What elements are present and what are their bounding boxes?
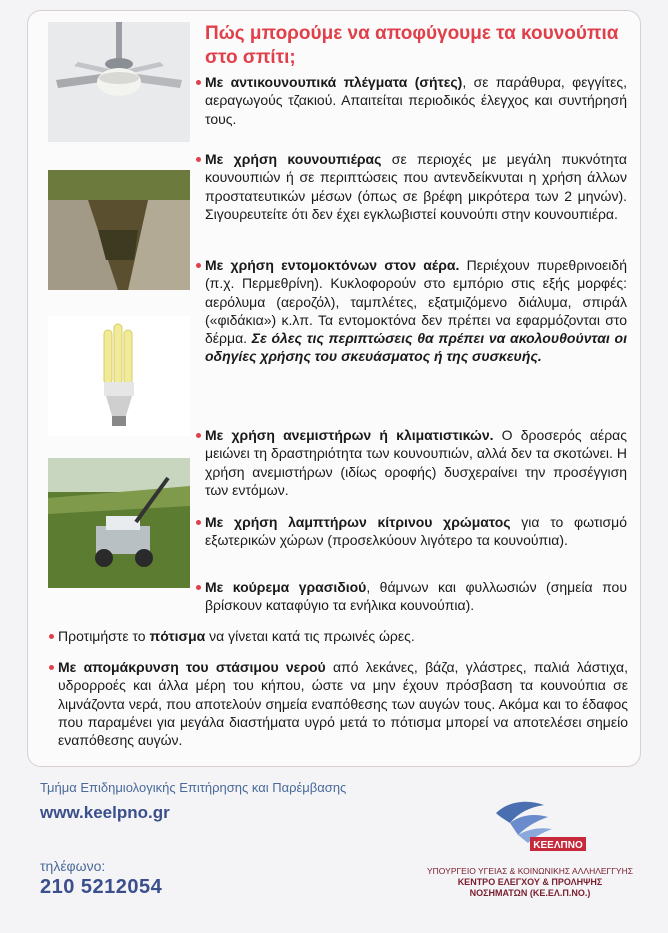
bullet-icon — [196, 263, 201, 268]
list-item: Με αντικουνουπικά πλέγματα (σήτες), σε παράθυρα, φεγγίτες, αεραγωγούς τζακιού. Απαιτείται περιοδικός έλεγχος και συντήρησή τους. — [205, 73, 627, 128]
bullet-icon — [196, 585, 201, 590]
keelpno-logo-icon — [478, 795, 588, 859]
bullet-icon — [196, 80, 201, 85]
list-item: Με χρήση λαμπτήρων κίτρινου χρώματος για το φωτισμό εξωτερικών χώρων (προσελκύουν λιγότερο τα κουνούπια). — [205, 513, 627, 550]
list-item: Με χρήση ανεμιστήρων ή κλιματιστικών. Ο δροσερός αέρας μειώνει τη δραστηριότητα των κουνουπιών, αλλά δεν τα σκοτώνει. Η χρήση ανεμιστήρων (ιδίως οροφής) δυσχεραίνει την προσέγγιση των εντόμων. — [205, 426, 627, 499]
list-item: Με χρήση εντομοκτόνων στον αέρα. Περιέχουν πυρεθρινοειδή (π.χ. Περμεθρίνη). Κυκλοφορούν στο εμπόριο στις εξής μορφές: αερόλυμα (αεροζόλ), ταμπλέτες, εξατμιζόμενο διάλυμα, σπιράλ («φιδάκια») κ.λπ. Τα εντομοκτόνα δεν πρέπει να εφαρμόζονται στο δέρμα. Σε όλες τις περιπτώσεις θα πρέπει να ακολουθούνται οι οδηγίες χρήσης του σκευάσματος ή της συσκευής. — [205, 256, 627, 366]
list-item: Με απομάκρυνση του στάσιμου νερού από λεκάνες, βάζα, γλάστρες, παλιά λάστιχα, υδρορροές και άλλα μέρη του κήπου, ώστε να μην έχουν πρόσβαση τα κουνούπια σε λιμνάζοντα νερά, που αποτελούν σημεία εναπόθεσης των αυγών τους. Ακόμα και το έδαφος που παραμένει για μεγάλα διαστήματα υγρό μετά το πότισμα μπορεί να αποτελέσει σημείο εναπόθεσης αυγών. — [58, 658, 628, 749]
bullet-icon — [196, 157, 201, 162]
page-title: Πώς μπορούμε να αποφύγουμε τα κουνούπια στο σπίτι; — [205, 23, 619, 68]
phone-label: τηλέφωνο: — [40, 858, 106, 874]
list-item: Με κούρεμα γρασιδιού, θάμνων και φυλλωσιών (σημεία που βρίσκουν καταφύγιο τα ενήλικα κουνούπια). — [205, 578, 627, 615]
bullet-icon — [196, 520, 201, 525]
lawn-mower-photo — [48, 458, 190, 588]
light-bulb-photo — [48, 316, 190, 436]
website-link[interactable]: www.keelpno.gr — [40, 803, 170, 822]
department-name: Τμήμα Επιδημιολογικής Επιτήρησης και Παρέμβασης — [40, 780, 347, 795]
ceiling-fan-photo — [48, 22, 190, 142]
water-channel-photo — [48, 170, 190, 290]
bullet-icon — [49, 634, 54, 639]
bullet-icon — [196, 433, 201, 438]
organization-name: ΥΠΟΥΡΓΕΙΟ ΥΓΕΙΑΣ & ΚΟΙΝΩΝΙΚΗΣ ΑΛΛΗΛΕΓΓΥΗΣ ΚΕΝΤΡΟ ΕΛΕΓΧΟΥ & ΠΡΟΛΗΨΗΣ ΝΟΣΗΜΑΤΩΝ (ΚΕ.ΕΛ.Π.ΝΟ.) — [427, 866, 633, 898]
list-item: Προτιμήστε το πότισμα να γίνεται κατά τις πρωινές ώρες. — [58, 627, 628, 645]
phone-number: 210 5212054 — [40, 876, 163, 898]
bullet-icon — [49, 665, 54, 670]
list-item: Με χρήση κουνουπιέρας σε περιοχές με μεγάλη πυκνότητα κουνουπιών ή σε περιπτώσεις που αντενδείκνυται η χρήση άλλων προστατευτικών μέσων (όπως σε βρέφη μικρότερα των 2 μηνών). Σιγουρευτείτε ότι δεν έχει εγκλωβιστεί κουνούπι στην κουνουπιέρα. — [205, 150, 627, 223]
logo-text: ΚΕΕΛΠΝΟ — [533, 840, 583, 851]
